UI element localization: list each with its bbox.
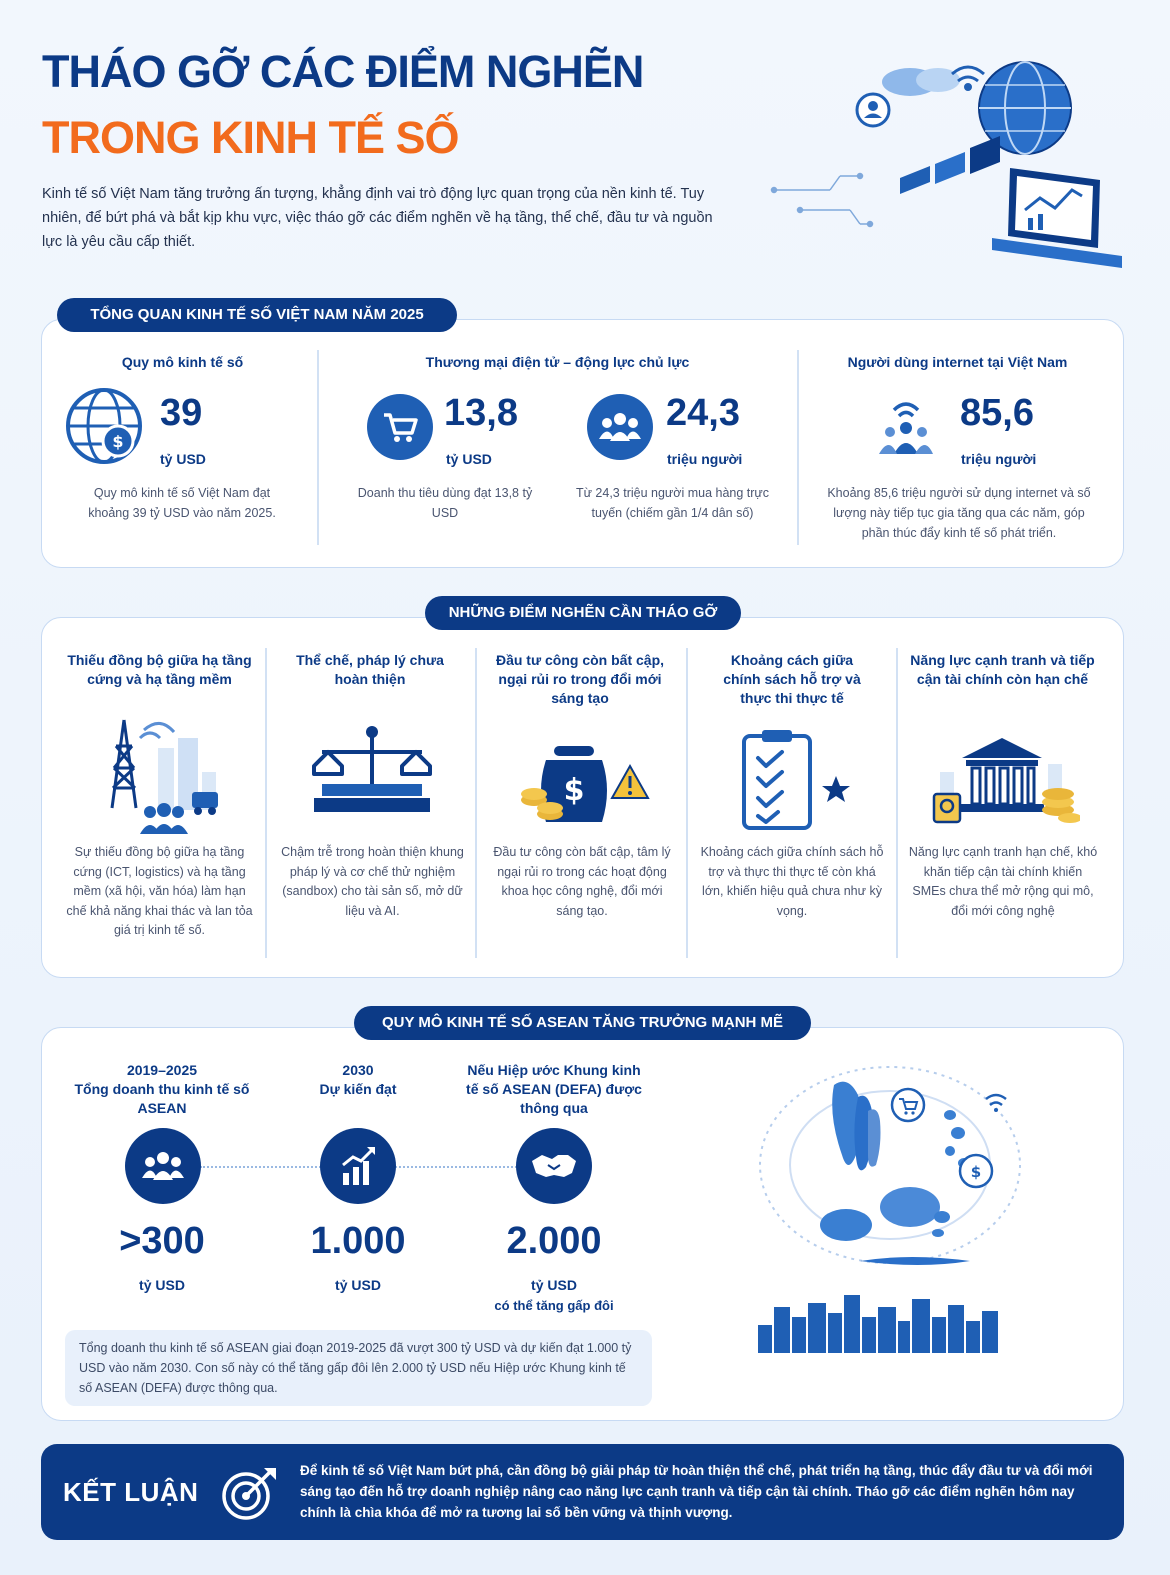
- asean-period: 2019–2025: [126, 1062, 198, 1078]
- digital-economy-illustration: [760, 40, 1140, 290]
- scale-value: 39: [160, 392, 203, 434]
- target-icon: [220, 1466, 278, 1520]
- cloud-icon: [882, 68, 960, 96]
- bottleneck-title: Thể chế, pháp lý chưa hoàn thiện: [296, 652, 444, 687]
- ecommerce-buyers-unit: triệu người: [667, 451, 743, 467]
- bottleneck-desc: Sự thiếu đồng bộ giữa hạ tầng cứng (ICT, logistics) và hạ tầng mềm (xã hội, văn hóa) làm hạn chế khả năng khai thác và lan tỏa giá trị kinh tế số.: [66, 845, 253, 937]
- internet-users-icon: [874, 396, 938, 458]
- monitor-chart-icon: [992, 168, 1122, 268]
- circuit-lines: [772, 174, 873, 227]
- checklist-icon: [738, 728, 858, 832]
- divider: [686, 648, 688, 958]
- asean-unit: tỷ USD: [531, 1277, 577, 1293]
- ecommerce-revenue-desc: Doanh thu tiêu dùng đạt 13,8 tỷ USD: [357, 486, 533, 520]
- bottleneck-desc: Chậm trễ trong hoàn thiện khung pháp lý và cơ chế thử nghiệm (sandbox) cho tài sản số, mở dữ liệu và AI.: [281, 845, 464, 918]
- ecommerce-title: Thương mại điện tử – động lực chủ lực: [425, 354, 690, 370]
- tower-city-icon: [100, 716, 225, 836]
- handshake-icon: [516, 1128, 592, 1204]
- asean-extra: có thể tăng gấp đôi: [494, 1298, 614, 1313]
- asean-label: Dự kiến đạt: [319, 1081, 397, 1097]
- page-title-line2: TRONG KINH TẾ SỐ: [42, 112, 459, 163]
- asean-note: Tổng doanh thu kinh tế số ASEAN giai đoạn 2019-2025 đã vượt 300 tỷ USD và dự kiến đạt 1.000 tỷ USD vào năm 2030. Con số này có thể tăng gấp đôi lên 2.000 tỷ USD nếu Hiệp ước Khung kinh tế số ASEAN (DEFA) được thông qua.: [65, 1330, 652, 1406]
- bottleneck-title: Đầu tư công còn bất cập, ngại rủi ro trong đổi mới sáng tạo: [495, 652, 665, 706]
- page-title-line1: THÁO GỠ CÁC ĐIỂM NGHẼN: [42, 46, 644, 97]
- asean-pill: QUY MÔ KINH TẾ SỐ ASEAN TĂNG TRƯỞNG MẠNH MẼ: [354, 1006, 811, 1040]
- shopping-cart-icon: [367, 394, 433, 460]
- growth-chart-icon: [320, 1128, 396, 1204]
- people-icon: [125, 1128, 201, 1204]
- asean-unit: tỷ USD: [139, 1277, 185, 1293]
- svg-text:$: $: [112, 432, 124, 451]
- divider: [475, 648, 477, 958]
- asean-value: >300: [119, 1220, 205, 1262]
- scale-icon: [310, 724, 435, 819]
- divider: [896, 648, 898, 958]
- buyers-group-icon: [587, 394, 653, 460]
- bottleneck-desc: Năng lực cạnh tranh hạn chế, khó khăn tiếp cận tài chính khiến SMEs chưa thể mở rộng qui mô, đổi mới công nghệ: [908, 845, 1098, 918]
- divider: [317, 350, 319, 545]
- ecommerce-buyers-value: 24,3: [666, 392, 740, 434]
- intro-text: Kinh tế số Việt Nam tăng trưởng ấn tượng, khẳng định vai trò động lực quan trọng của nền kinh tế. Tuy nhiên, để bứt phá và bắt kịp khu vực, việc tháo gỡ các điểm nghẽn về hạ tầng, thể chế, đầu tư và nguồn lực là yêu cầu cấp thiết.: [42, 186, 713, 250]
- scale-desc: Quy mô kinh tế số Việt Nam đạt khoảng 39 tỷ USD vào năm 2025.: [88, 486, 276, 520]
- bottleneck-desc: Đầu tư công còn bất cập, tâm lý ngại rủi ro trong các hoạt động khoa học công nghệ, đổi mới sáng tạo.: [493, 845, 671, 918]
- asean-period: 2030: [342, 1062, 374, 1078]
- asean-value: 2.000: [506, 1220, 602, 1262]
- bottleneck-title: Khoảng cách giữa chính sách hỗ trợ và thực thi thực tế: [723, 652, 861, 706]
- internet-desc: Khoảng 85,6 triệu người sử dụng internet và số lượng này tiếp tục gia tăng qua các năm, góp phần thúc đẩy kinh tế số phát triển.: [827, 486, 1091, 540]
- bank-coins-icon: [930, 736, 1080, 830]
- internet-value: 85,6: [960, 392, 1034, 434]
- globe-dollar-icon: [66, 388, 146, 468]
- bottleneck-title: Thiếu đồng bộ giữa hạ tầng cứng và hạ tầng mềm: [67, 652, 252, 687]
- conclusion-text: Để kinh tế số Việt Nam bứt phá, cần đồng bộ giải pháp từ hoàn thiện thể chế, phát triển hạ tầng, thúc đẩy đầu tư và đổi mới sáng tạo đến hỗ trợ doanh nghiệp nâng cao năng lực cạnh tranh và tiếp cận tài chính. Tháo gỡ các điểm nghẽn hôm nay chính là chìa khóa để mở ra tương lai số bền vững và thịnh vượng.: [300, 1463, 1093, 1520]
- divider: [265, 648, 267, 958]
- svg-text:$: $: [563, 773, 585, 808]
- ecommerce-revenue-value: 13,8: [444, 392, 518, 434]
- overview-pill: TỔNG QUAN KINH TẾ SỐ VIỆT NAM NĂM 2025: [57, 298, 457, 332]
- bottleneck-title: Năng lực cạnh tranh và tiếp cận tài chính còn hạn chế: [910, 652, 1095, 687]
- scale-title: Quy mô kinh tế số: [121, 354, 244, 370]
- asean-label: Nếu Hiệp ước Khung kinh tế số ASEAN (DEFA) được thông qua: [466, 1062, 642, 1116]
- scale-unit: tỷ USD: [160, 451, 206, 467]
- divider: [797, 350, 799, 545]
- internet-unit: triệu người: [961, 451, 1037, 467]
- asean-map-illustration: [750, 1055, 1040, 1360]
- asean-unit: tỷ USD: [335, 1277, 381, 1293]
- bottlenecks-pill: NHỮNG ĐIỂM NGHẼN CẦN THÁO GỠ: [425, 596, 741, 630]
- conclusion-title: KẾT LUẬN: [63, 1477, 199, 1507]
- ecommerce-revenue-unit: tỷ USD: [446, 451, 492, 467]
- growth-blocks: [900, 136, 1000, 194]
- asean-label: Tổng doanh thu kinh tế số ASEAN: [74, 1081, 250, 1116]
- svg-text:$: $: [970, 1163, 982, 1181]
- user-icon: [857, 94, 889, 126]
- asean-value: 1.000: [310, 1220, 406, 1262]
- bottleneck-desc: Khoảng cách giữa chính sách hỗ trợ và thực thi thực tế còn khá lớn, khiến hiệu quả chưa như kỳ vọng.: [700, 845, 884, 918]
- internet-title: Người dùng internet tại Việt Nam: [847, 354, 1068, 370]
- ecommerce-buyers-desc: Từ 24,3 triệu người mua hàng trực tuyến (chiếm gần 1/4 dân số): [575, 486, 770, 520]
- money-bag-warning-icon: [520, 744, 655, 829]
